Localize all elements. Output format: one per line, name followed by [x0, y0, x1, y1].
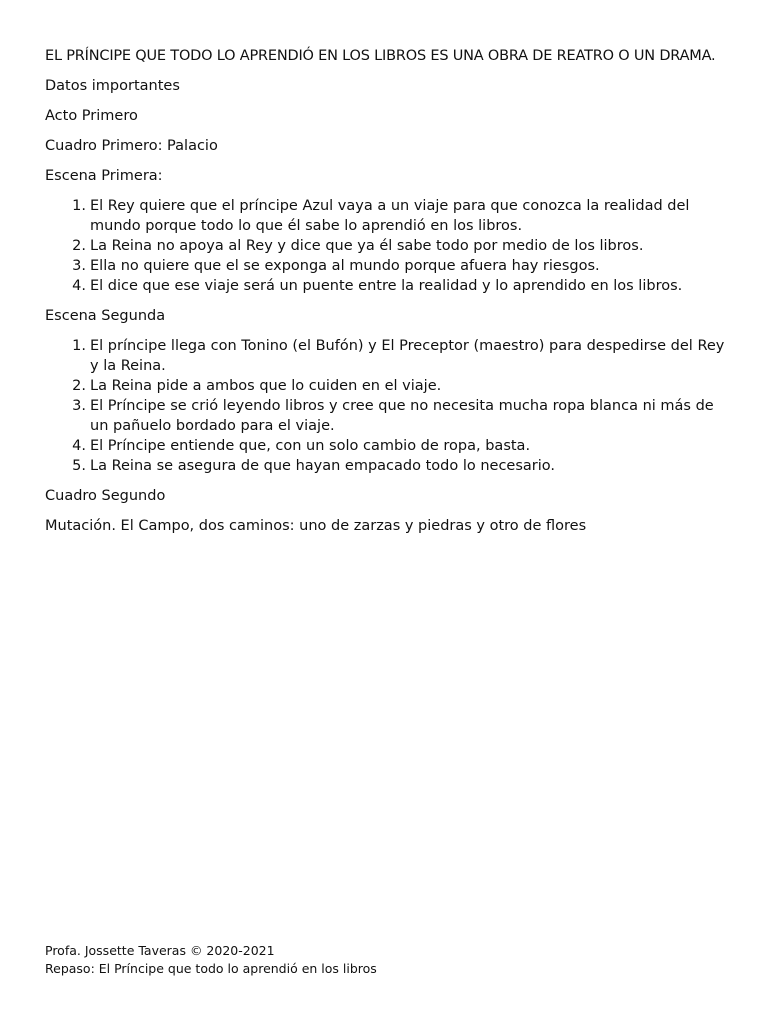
list-item-number: 1.: [72, 198, 86, 214]
section-acto-primero: Acto Primero: [45, 108, 138, 124]
section-mutacion: Mutación. El Campo, dos caminos: uno de zarzas y piedras y otro de flores: [45, 518, 587, 534]
list-item: [72, 256, 735, 276]
list-escena-primera: [45, 196, 735, 296]
list-item-number: 1.: [72, 338, 86, 354]
list-item-text: El Rey quiere que el príncipe Azul vaya a un viaje para que conozca la realidad del mundo porque todo lo que él sabe lo aprendió en los libros.: [90, 198, 690, 234]
list-escena-segunda: [45, 336, 735, 476]
list-item: [72, 396, 735, 436]
list-item-number: 3.: [72, 258, 86, 274]
list-item: [72, 276, 735, 296]
list-item-text: El Príncipe entiende que, con un solo cambio de ropa, basta.: [90, 438, 531, 454]
heading-escena-primera: Escena Primera:: [45, 168, 163, 184]
list-item-text: El príncipe llega con Tonino (el Bufón) y El Preceptor (maestro) para despedirse del Rey y la Reina.: [90, 338, 725, 374]
list-item-number: 2.: [72, 238, 86, 254]
page-footer: [45, 942, 377, 978]
section-datos-importantes: Datos importantes: [45, 78, 180, 94]
list-item-text: La Reina pide a ambos que lo cuiden en el viaje.: [90, 378, 442, 394]
list-item: [72, 376, 735, 396]
list-item-text: Ella no quiere que el se exponga al mundo porque afuera hay riesgos.: [90, 258, 600, 274]
list-item-text: El Príncipe se crió leyendo libros y cree que no necesita mucha ropa blanca ni más de un pañuelo bordado para el viaje.: [90, 398, 714, 434]
list-item: [72, 436, 735, 456]
section-cuadro-segundo: Cuadro Segundo: [45, 488, 166, 504]
list-item-text: El dice que ese viaje será un puente entre la realidad y lo aprendido en los libros.: [90, 278, 683, 294]
list-item: [72, 336, 735, 376]
list-item-number: 3.: [72, 398, 86, 414]
list-item-text: La Reina no apoya al Rey y dice que ya él sabe todo por medio de los libros.: [90, 238, 644, 254]
list-item: [72, 196, 735, 236]
list-item-number: 4.: [72, 278, 86, 294]
list-item: [72, 236, 735, 256]
footer-subject: Repaso: El Príncipe que todo lo aprendió en los libros: [45, 961, 377, 976]
section-cuadro-primero: Cuadro Primero: Palacio: [45, 138, 218, 154]
list-item-number: 2.: [72, 378, 86, 394]
document-title: EL PRÍNCIPE QUE TODO LO APRENDIÓ EN LOS LIBROS ES UNA OBRA DE REATRO O UN DRAMA.: [45, 48, 716, 64]
list-item-number: 4.: [72, 438, 86, 454]
list-item-text: La Reina se asegura de que hayan empacado todo lo necesario.: [90, 458, 556, 474]
document-body: [45, 46, 735, 546]
list-item: [72, 456, 735, 476]
list-item-number: 5.: [72, 458, 86, 474]
heading-escena-segunda: Escena Segunda: [45, 308, 166, 324]
footer-author: Profa. Jossette Taveras © 2020-2021: [45, 943, 275, 958]
